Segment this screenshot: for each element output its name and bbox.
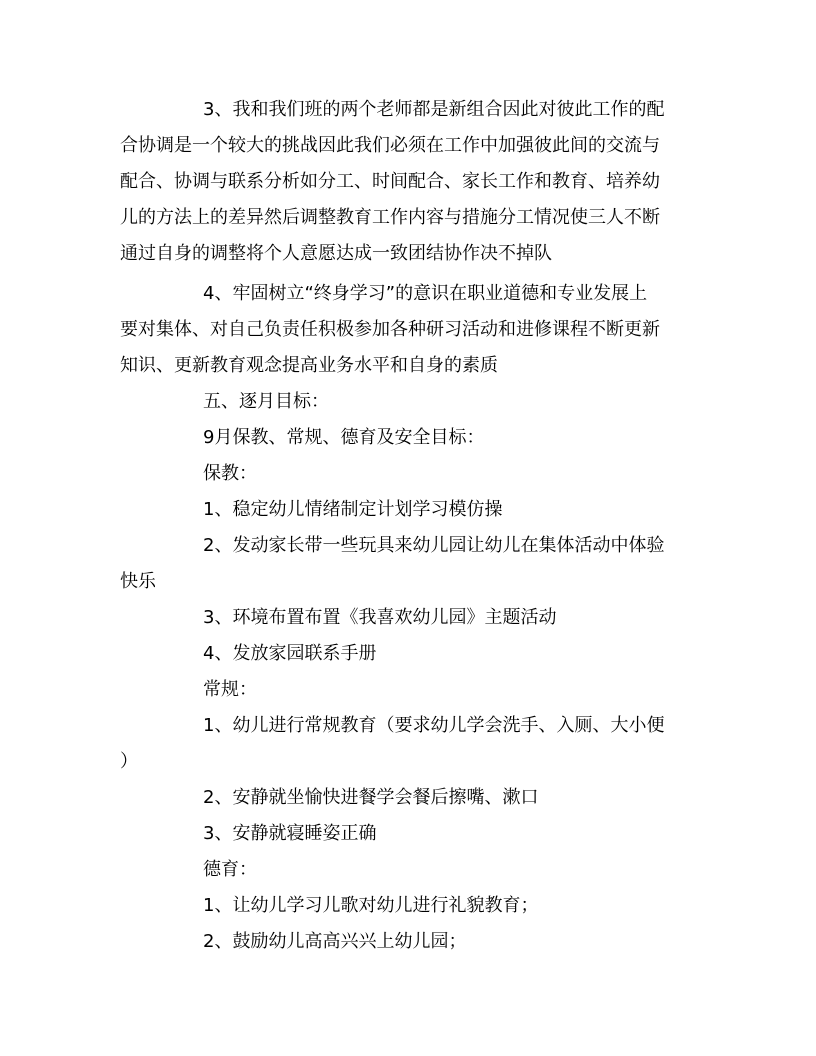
care-education-heading: 保教： — [203, 463, 257, 484]
section-heading-monthly-goals: 五、逐月目标： — [203, 391, 329, 412]
paragraph-3-line-1: 3、我和我们班的两个老师都是新组合因此对彼此工作的配 — [203, 99, 665, 120]
routine-item-1-line-2: ） — [120, 751, 138, 772]
paragraph-4-line-3: 知识、更新教育观念提高业务水平和自身的素质 — [120, 355, 498, 376]
routine-item-3: 3、安静就寝睡姿正确 — [203, 823, 377, 844]
care-item-3: 3、环境布置布置《我喜欢幼儿园》主题活动 — [203, 607, 557, 628]
moral-education-heading: 德育： — [203, 859, 257, 880]
care-item-2-line-2: 快乐 — [120, 571, 156, 592]
moral-item-1: 1、让幼儿学习儿歌对幼儿进行礼貌教育； — [203, 895, 539, 916]
routine-item-2: 2、安静就坐愉快进餐学会餐后擦嘴、漱口 — [203, 787, 539, 808]
moral-item-2: 2、鼓励幼儿高高兴兴上幼儿园； — [203, 931, 467, 952]
paragraph-4-line-2: 要对集体、对自己负责任积极参加各种研习活动和进修课程不断更新 — [120, 319, 660, 340]
routine-heading: 常规： — [203, 679, 257, 700]
paragraph-3-line-2: 合协调是一个较大的挑战因此我们必须在工作中加强彼此间的交流与 — [120, 135, 660, 156]
care-item-1: 1、稳定幼儿情绪制定计划学习模仿操 — [203, 499, 503, 520]
paragraph-3-line-3: 配合、协调与联系分析如分工、时间配合、家长工作和教育、培养幼 — [120, 171, 660, 192]
paragraph-3-line-5: 通过自身的调整将个人意愿达成一致团结协作决不掉队 — [120, 243, 552, 264]
paragraph-3-line-4: 儿的方法上的差异然后调整教育工作内容与措施分工情况使三人不断 — [120, 207, 660, 228]
care-item-4: 4、发放家园联系手册 — [203, 643, 377, 664]
care-item-2-line-1: 2、发动家长带一些玩具来幼儿园让幼儿在集体活动中体验 — [203, 535, 665, 556]
paragraph-4-line-1: 4、牢固树立“终身学习”的意识在职业道德和专业发展上 — [203, 283, 648, 304]
routine-item-1-line-1: 1、幼儿进行常规教育（要求幼儿学会洗手、入厕、大小便 — [203, 715, 665, 736]
september-goals-heading: 9月保教、常规、德育及安全目标： — [203, 427, 485, 448]
